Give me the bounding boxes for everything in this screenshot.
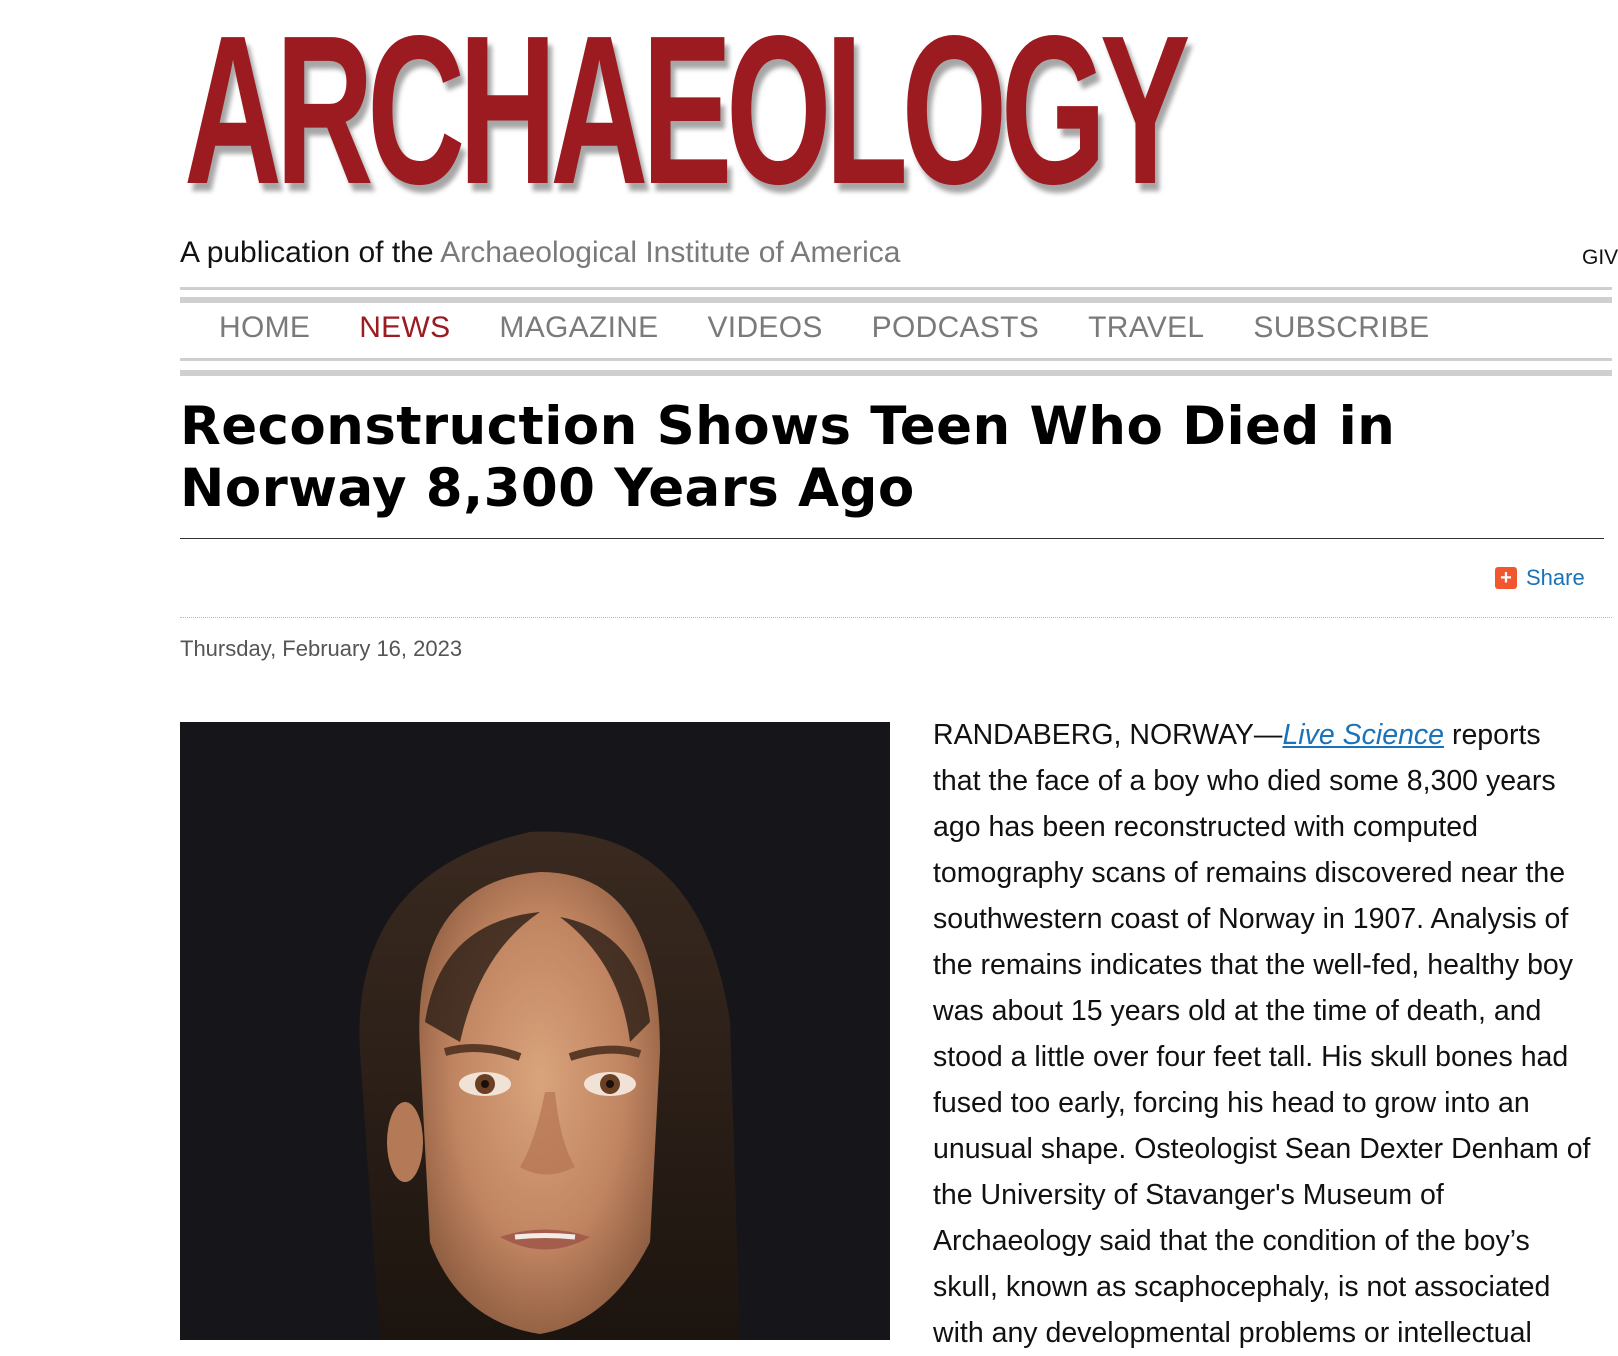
share-button[interactable]	[1495, 565, 1585, 591]
title-divider	[180, 538, 1604, 539]
article-title: Reconstruction Shows Teen Who Died in Norway 8,300 Years Ago	[180, 396, 1396, 519]
publication-tagline	[180, 236, 900, 270]
site-logo[interactable]: ARCHAEOLOGY	[184, 0, 1185, 228]
nav-bottom-rule	[180, 358, 1612, 361]
article-photo	[180, 722, 890, 1340]
nav-podcasts[interactable]: PODCASTS	[871, 311, 1040, 344]
give-link[interactable]: GIV	[1582, 246, 1618, 269]
nav-magazine[interactable]: MAGAZINE	[499, 311, 659, 344]
article-dateline: RANDABERG, NORWAY—	[933, 719, 1283, 751]
institute-link[interactable]: Archaeological Institute of America	[440, 236, 901, 269]
nav-videos[interactable]: VIDEOS	[707, 311, 823, 344]
source-link[interactable]: Live Science	[1282, 719, 1445, 751]
nav-travel[interactable]: TRAVEL	[1088, 311, 1205, 344]
article-date: Thursday, February 16, 2023	[180, 636, 463, 661]
tagline-prefix: A publication of the	[180, 236, 434, 269]
plus-icon: +	[1495, 567, 1517, 589]
face-reconstruction-image	[180, 722, 890, 1340]
nav-news[interactable]: NEWS	[359, 311, 451, 344]
article-body	[933, 712, 1593, 1356]
nav-bottom-rule-2	[180, 370, 1612, 376]
nav-home[interactable]: HOME	[219, 311, 311, 344]
main-nav	[180, 300, 1612, 356]
share-label: Share	[1526, 565, 1585, 590]
nav-subscribe[interactable]: SUBSCRIBE	[1253, 311, 1430, 344]
dotted-divider	[180, 617, 1612, 618]
article-body-text: reports that the face of a boy who died some 8,300 years ago has been reconstructed with computed tomography scans of remains discovered near the southwestern coast of Norway in 1907. Analysis of the remains indicates that the well-fed, healthy boy was about 15 years old at the time of death, and stood a little over four feet tall. His skull bones had fused too early, forcing his head to grow into an unusual shape. Osteologist Sean Dexter Denham of the University of Stavanger's Museum of Archaeology said that the condition of the boy’s skull, known as scaphocephaly, is not associated with any developmental problems or intellectual	[933, 719, 1591, 1349]
nav-top-rule	[180, 287, 1612, 290]
